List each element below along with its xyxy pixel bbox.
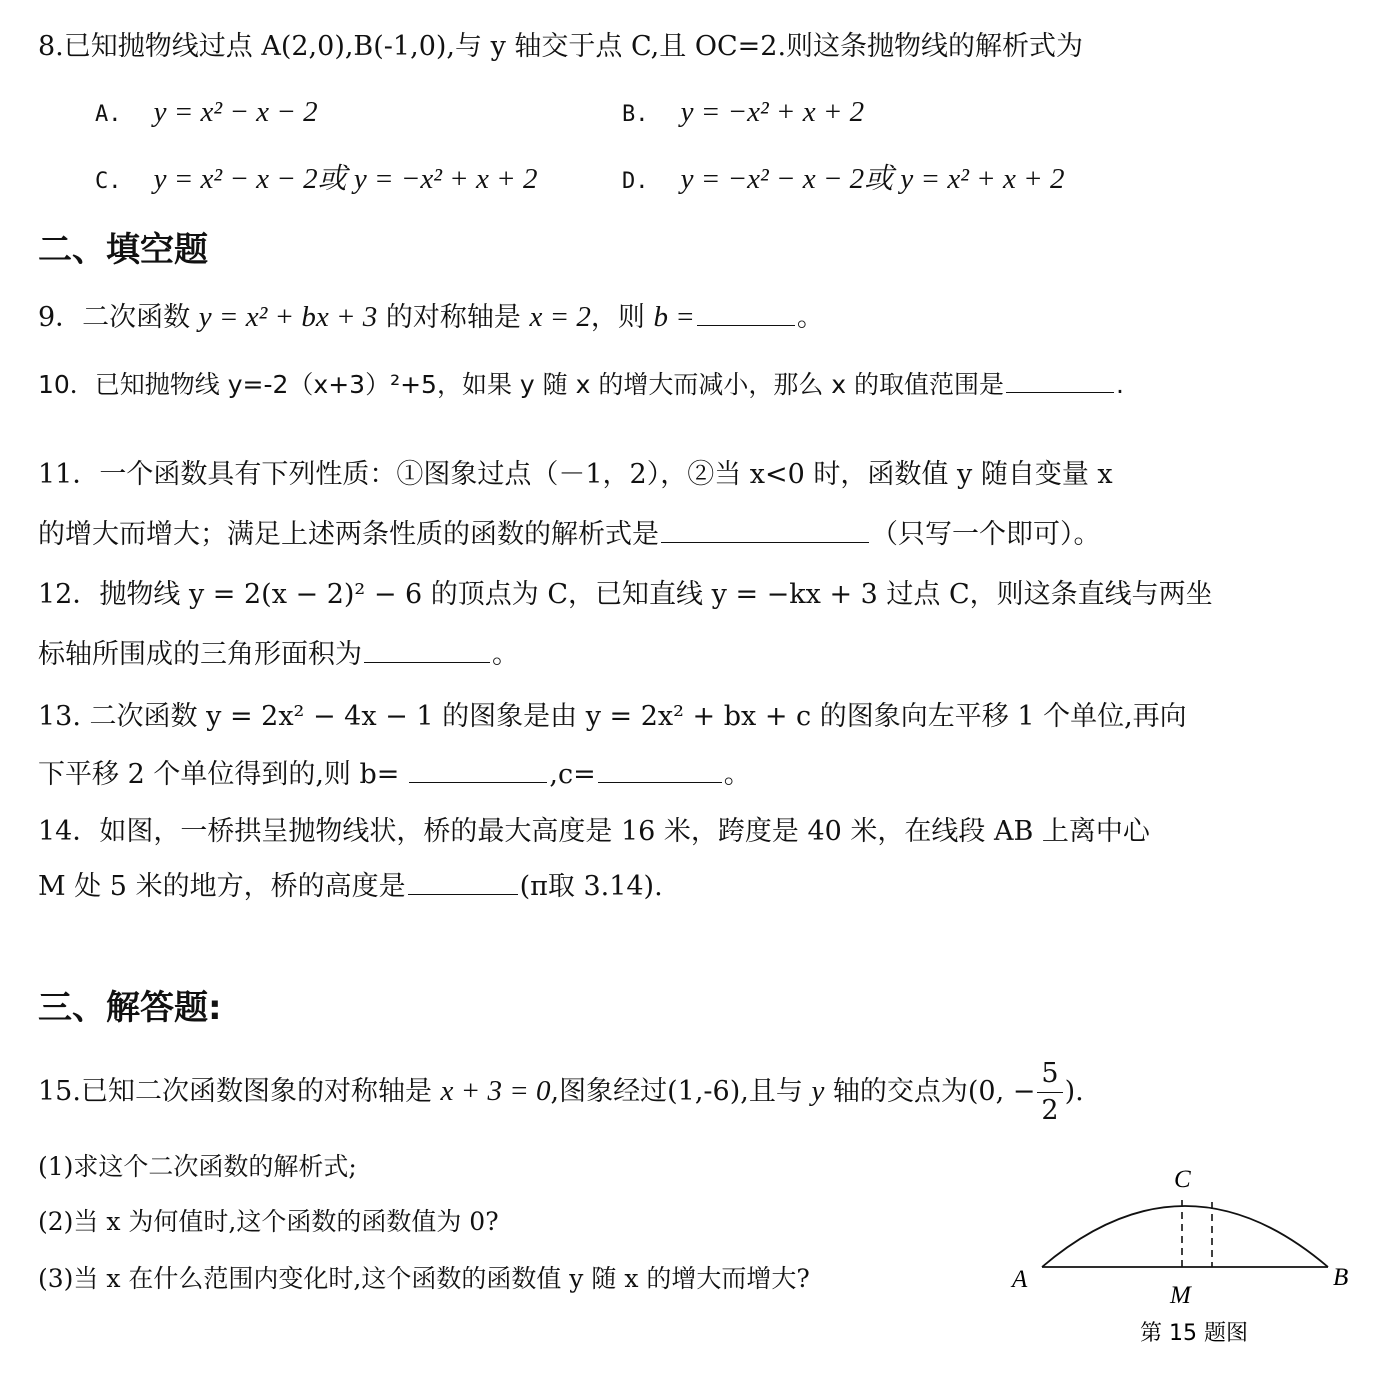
- q9-axis: x = 2: [529, 301, 591, 333]
- q15-part-2: (2)当 x 为何值时,这个函数的函数值为 0?: [38, 1207, 499, 1236]
- q13-line2-end: 。: [723, 759, 751, 790]
- q15-stem-d: ).: [1064, 1076, 1084, 1107]
- q14-line2-end: (π取 3.14).: [519, 871, 663, 902]
- q13-line2-a: 下平移 2 个单位得到的,则 b=: [38, 759, 400, 790]
- q9-tail: ，则: [590, 302, 654, 333]
- q14-line2: [38, 870, 663, 904]
- q15-axis: x + 3 = 0: [440, 1075, 551, 1107]
- q12-line2-text: 标轴所围成的三角形面积为: [38, 639, 362, 670]
- q9-mid: 的对称轴是: [377, 302, 530, 333]
- q15-y: y: [811, 1075, 825, 1107]
- q12-line2-end: 。: [492, 639, 519, 670]
- label-c: C: [1174, 1166, 1191, 1193]
- q14-line2-text: M 处 5 米的地方，桥的高度是: [38, 871, 406, 902]
- answer-blank-b[interactable]: [409, 758, 547, 783]
- q15-stem-b: ,图象经过(1,-6),且与: [550, 1076, 812, 1107]
- bridge-arch-figure: [1000, 1155, 1370, 1370]
- q13-line2: [38, 758, 751, 792]
- q15-stem: [38, 1055, 1084, 1129]
- figure-caption: 第 15 题图: [1140, 1321, 1248, 1346]
- q14-line1: 14．如图，一桥拱呈抛物线状，桥的最大高度是 16 米，跨度是 40 米，在线段 AB 上离中心: [38, 816, 1150, 847]
- q9-var: b =: [653, 301, 695, 333]
- q12-line1: 12．抛物线 y = 2(x − 2)² − 6 的顶点为 C，已知直线 y = −kx + 3 过点 C，则这条直线与两坐: [38, 579, 1213, 610]
- q8-option-c: [95, 162, 537, 199]
- option-text: y = x² − x − 2: [153, 96, 318, 128]
- q8-option-a: [95, 95, 318, 132]
- label-b: B: [1333, 1264, 1349, 1291]
- q15-part-3: (3)当 x 在什么范围内变化时,这个函数的函数值 y 随 x 的增大而增大?: [38, 1264, 810, 1293]
- fraction-denominator: 2: [1041, 1095, 1059, 1126]
- q9-end: 。: [796, 302, 824, 333]
- q13-line1: 13. 二次函数 y = 2x² − 4x − 1 的图象是由 y = 2x² + bx + c 的图象向左平移 1 个单位,再向: [38, 701, 1187, 732]
- q11-line2-tail: （只写一个即可）。: [871, 519, 1101, 550]
- section-heading-fill-in: 二、填空题: [38, 230, 208, 270]
- q9-pre: 9．二次函数: [38, 302, 199, 333]
- q12-line2: [38, 638, 519, 672]
- q8-stem: 8.已知抛物线过点 A(2,0),B(-1,0),与 y 轴交于点 C,且 OC=2.则这条抛物线的解析式为: [38, 31, 1084, 62]
- answer-blank[interactable]: [1006, 368, 1114, 393]
- q11-line2: [38, 518, 1101, 552]
- option-label: C.: [95, 169, 122, 194]
- q13-line2-b: ,c=: [549, 759, 596, 790]
- fraction-numerator: 5: [1037, 1056, 1062, 1093]
- option-label: B.: [622, 102, 649, 127]
- option-text: y = −x² − x − 2或 y = x² + x + 2: [680, 163, 1065, 195]
- q10: [38, 368, 1124, 402]
- q10-end: .: [1116, 370, 1124, 399]
- fraction: [1037, 1056, 1062, 1129]
- answer-blank[interactable]: [661, 518, 869, 543]
- q15-stem-c: 轴的交点为(0, −: [824, 1076, 1036, 1107]
- answer-blank[interactable]: [408, 870, 518, 895]
- q15-part-1: (1)求这个二次函数的解析式;: [38, 1152, 357, 1181]
- q8-option-d: [622, 162, 1064, 199]
- label-m: M: [1170, 1282, 1191, 1309]
- arch-curve: [1042, 1206, 1328, 1267]
- option-label: D.: [622, 169, 649, 194]
- option-text: y = x² − x − 2或 y = −x² + x + 2: [153, 163, 538, 195]
- option-text: y = −x² + x + 2: [680, 96, 865, 128]
- q15-stem-a: 15.已知二次函数图象的对称轴是: [38, 1076, 441, 1107]
- answer-blank[interactable]: [697, 301, 795, 326]
- q11-line1: 11．一个函数具有下列性质：①图象过点（－1，2），②当 x<0 时，函数值 y 随自变量 x: [38, 459, 1113, 490]
- q9: [38, 300, 824, 335]
- q8-option-b: [622, 95, 864, 132]
- q9-expr: y = x² + bx + 3: [198, 301, 378, 333]
- q11-line2-text: 的增大而增大；满足上述两条性质的函数的解析式是: [38, 519, 659, 550]
- section-heading-answer: 三、解答题:: [38, 988, 222, 1028]
- q10-text: 10．已知抛物线 y=-2（x+3）²+5，如果 y 随 x 的增大而减小，那么 x 的取值范围是: [38, 370, 1005, 399]
- option-label: A.: [95, 102, 122, 127]
- answer-blank[interactable]: [364, 638, 490, 663]
- answer-blank-c[interactable]: [598, 758, 722, 783]
- label-a: A: [1012, 1266, 1028, 1293]
